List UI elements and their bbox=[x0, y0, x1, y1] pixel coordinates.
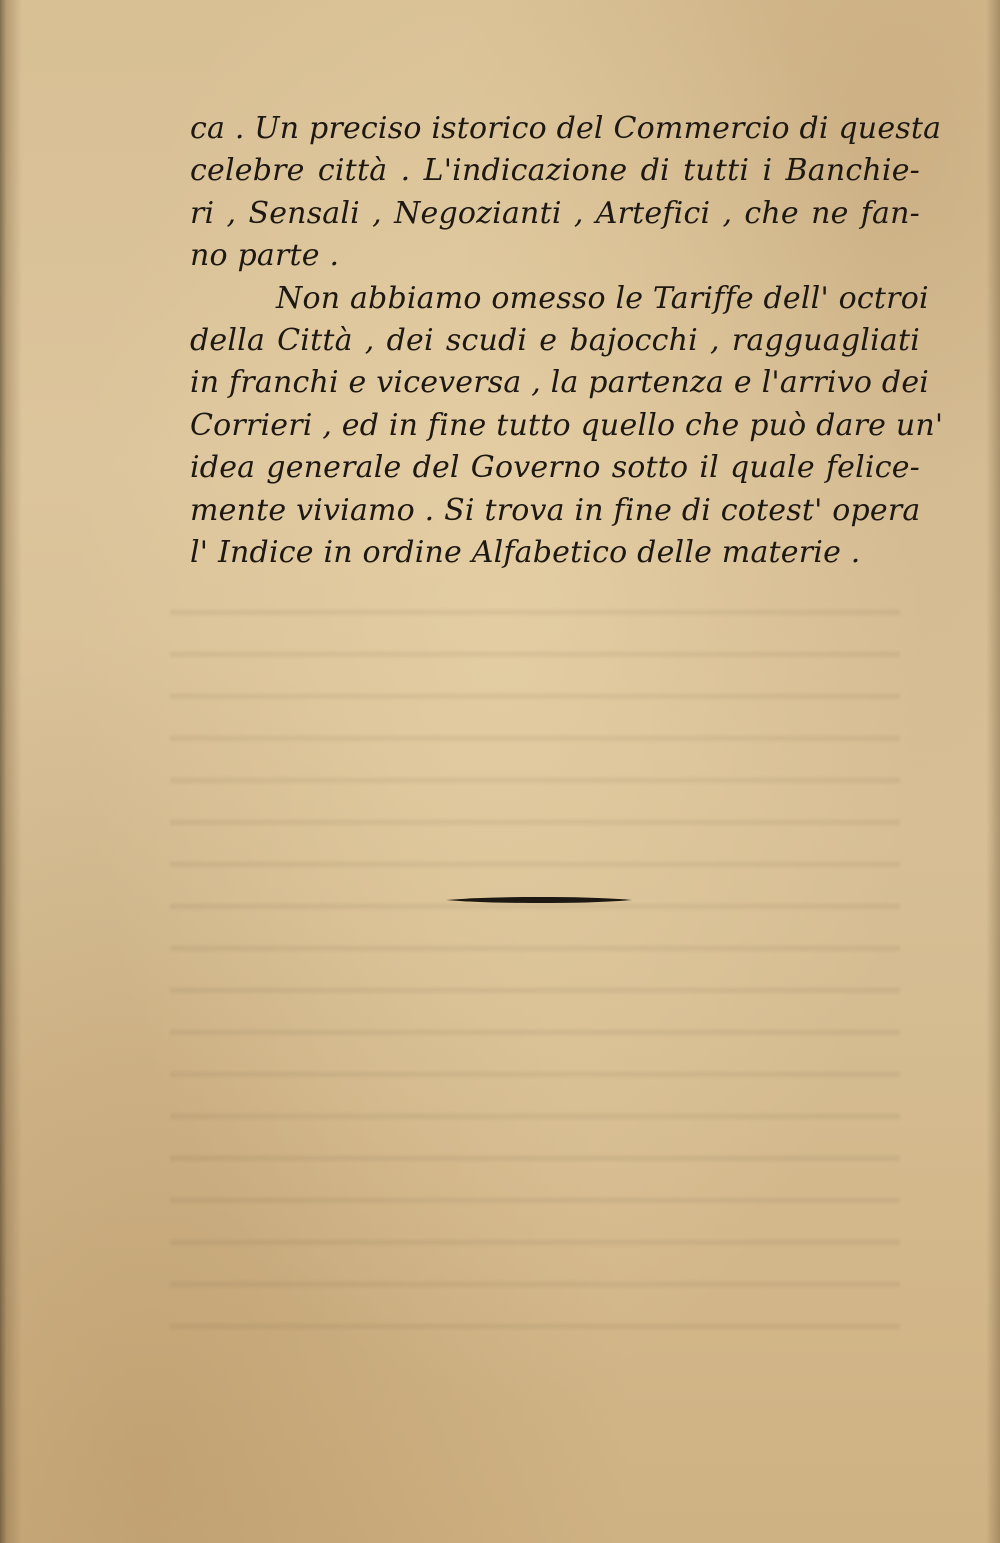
page-gutter-shadow bbox=[0, 0, 22, 1543]
text-line: no parte . bbox=[190, 238, 340, 274]
decorative-rule bbox=[446, 896, 632, 904]
paragraph-first-line: Non abbiamo omesso le Tariffe dell' octroi bbox=[276, 280, 929, 316]
text-line: ca . Un preciso istorico del Commercio di questa bbox=[190, 111, 942, 146]
page-edge-shadow bbox=[986, 0, 1000, 1543]
text-line: mente viviamo . Si trova in fine di cotest' opera bbox=[190, 492, 921, 528]
text-line: della Città , dei scudi e bajocchi , ragguagliati bbox=[190, 323, 920, 359]
text-line: Corrieri , ed in fine tutto quello che può dare un' bbox=[190, 407, 944, 443]
text-line: idea generale del Governo sotto il quale felice- bbox=[190, 450, 920, 486]
show-through-text bbox=[170, 590, 900, 1350]
text-line: celebre città . L'indicazione di tutti i Banchie- bbox=[190, 153, 920, 189]
text-line: l' Indice in ordine Alfabetico delle materie . bbox=[190, 535, 861, 571]
text-line: ri , Sensali , Negozianti , Artefici , che ne fan- bbox=[190, 195, 920, 231]
body-text bbox=[190, 108, 944, 574]
text-line: in franchi e viceversa , la partenza e l'arrivo dei bbox=[190, 365, 930, 401]
